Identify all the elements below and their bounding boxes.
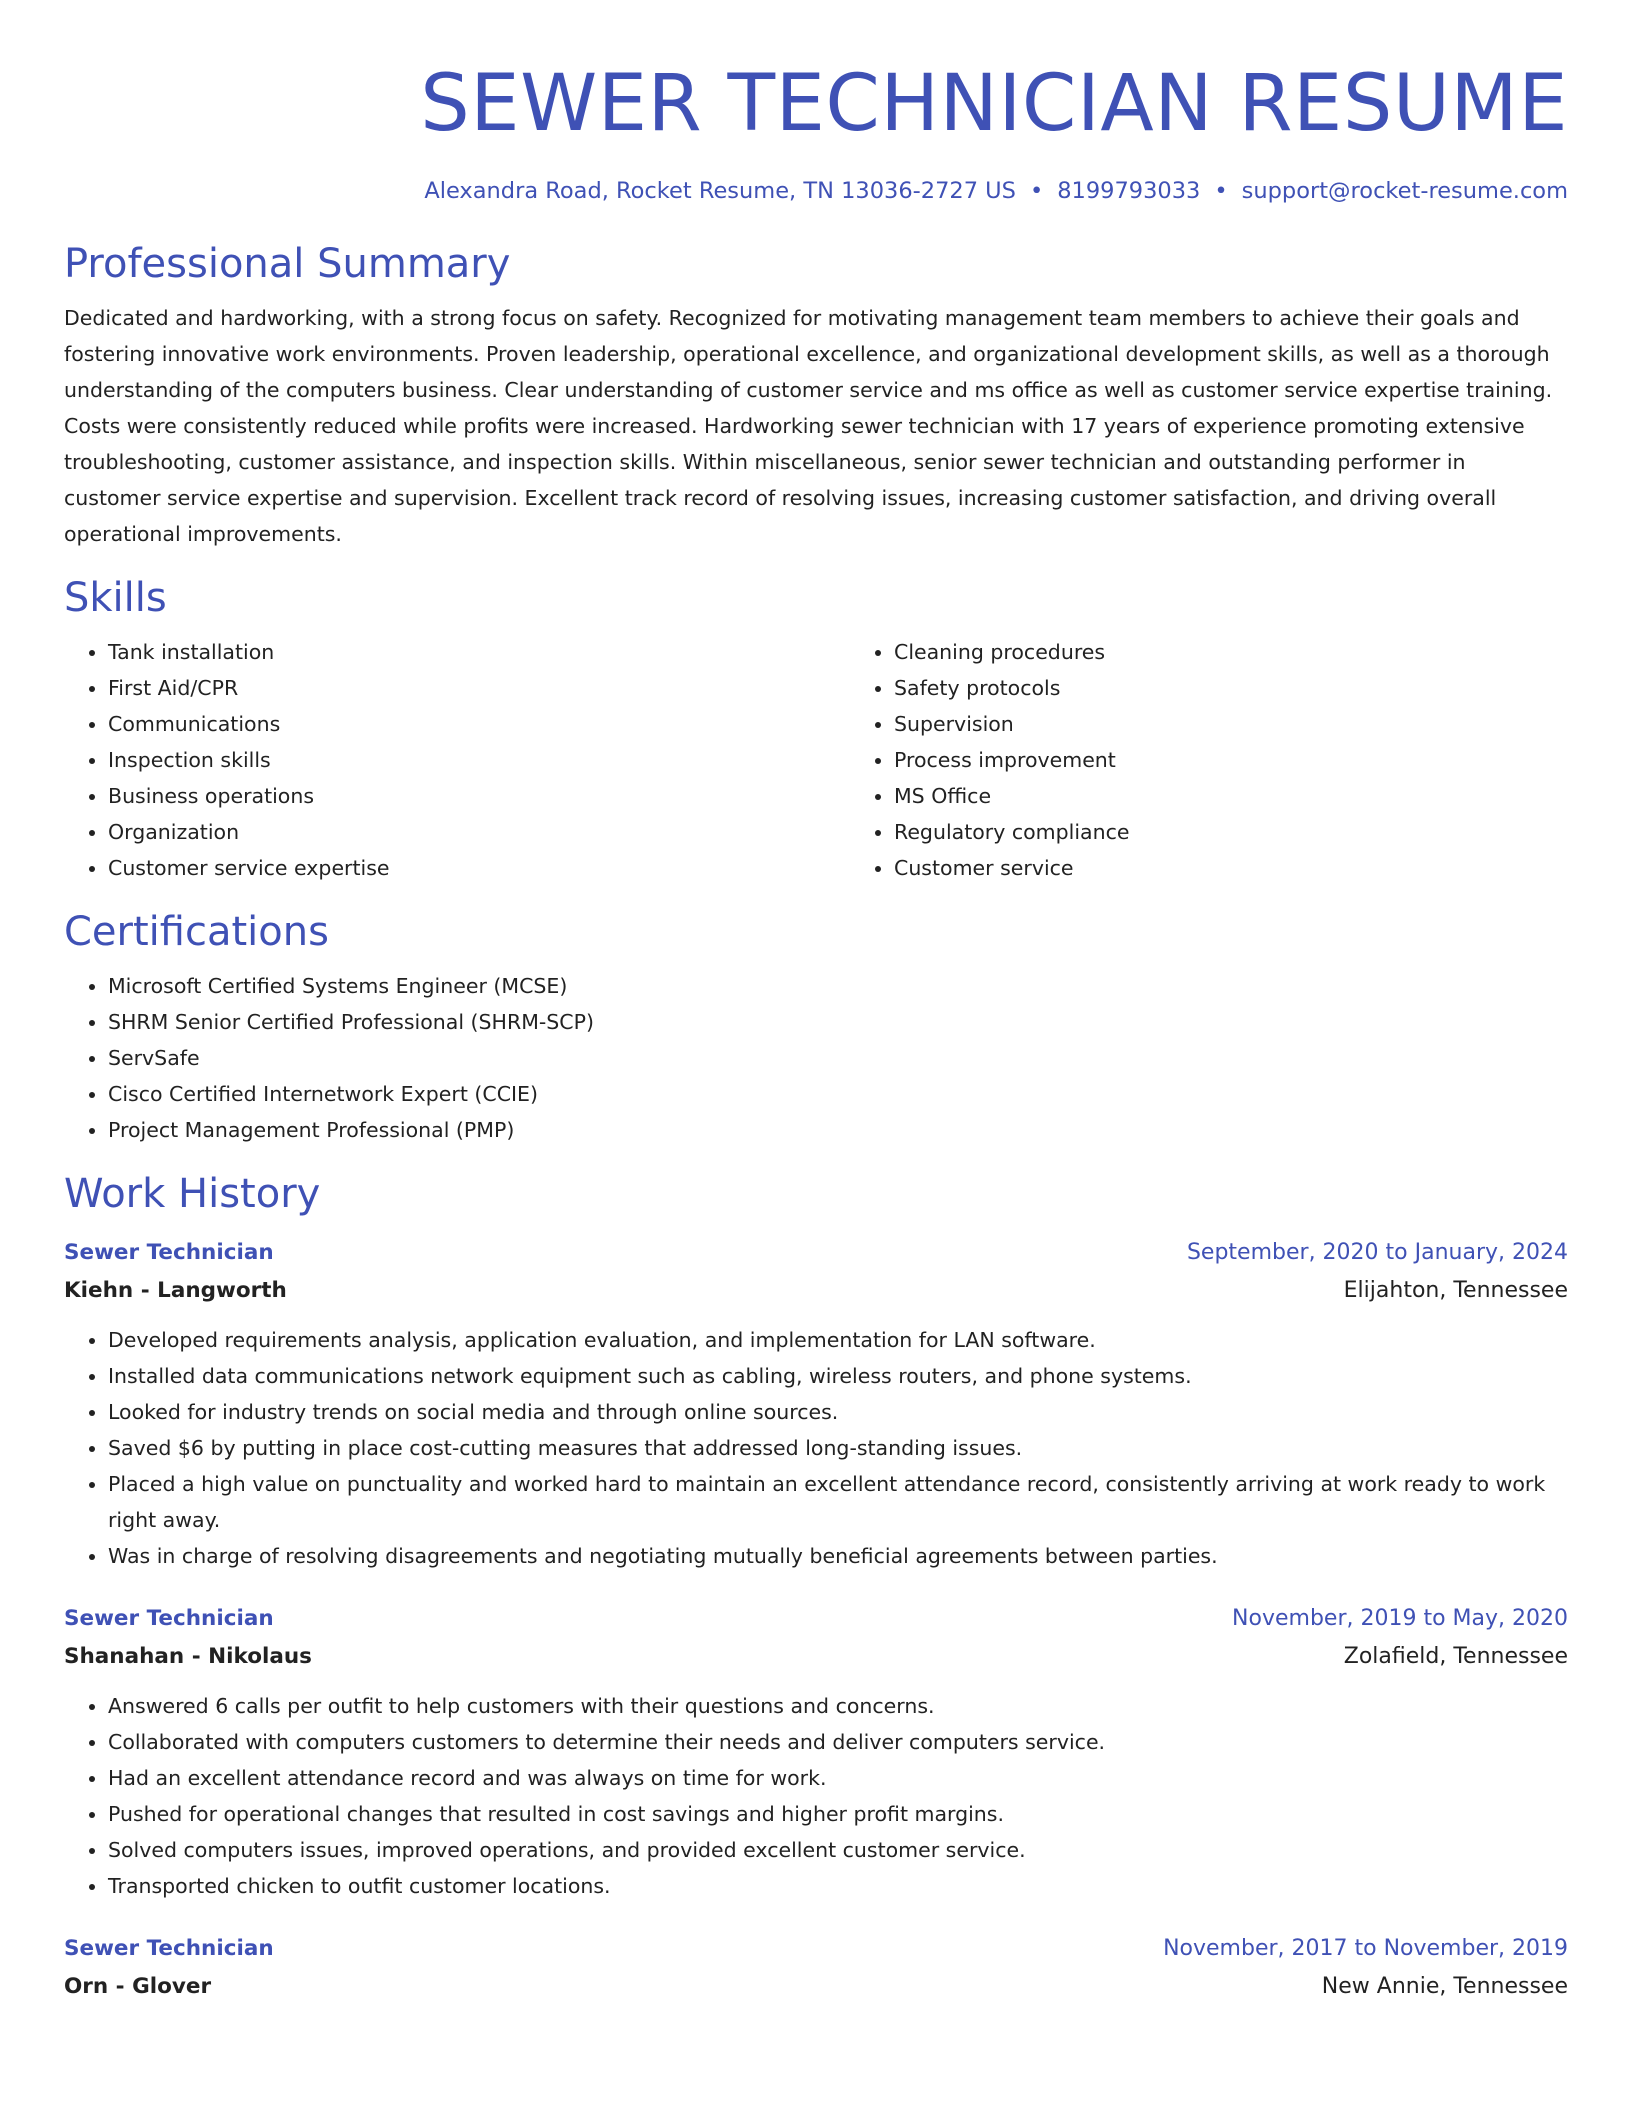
resume-page [64, 0, 1568, 2006]
job-company-row [64, 1272, 1568, 1310]
job-bullet: • Had an excellent attendance record and was always on time for work. [108, 1760, 1568, 1796]
skill-item: • Communications [108, 706, 850, 742]
job-company: Orn - Glover [64, 1974, 212, 1999]
job-bullet: • Saved $6 by putting in place cost-cutting measures that addressed long-standing issues. [108, 1430, 1568, 1466]
skill-item: • Inspection skills [108, 742, 850, 778]
contact-separator: • [1214, 178, 1228, 204]
skill-item: • First Aid/CPR [108, 670, 850, 706]
skill-item: • Customer service [894, 850, 1632, 886]
contact-email: support@rocket-resume.com [1241, 178, 1568, 204]
skill-item: • Supervision [894, 706, 1632, 742]
job-header-row [64, 1234, 1568, 1272]
work-history-heading: Work History [64, 1171, 321, 1217]
job-title: Sewer Technician [64, 1240, 274, 1265]
job-entry [64, 1930, 1568, 2006]
job-bullet: • Solved computers issues, improved operations, and provided excellent customer service. [108, 1832, 1568, 1868]
skill-item: • Customer service expertise [108, 850, 850, 886]
job-dates: November, 2017 to November, 2019 [1163, 1936, 1568, 1961]
certifications-section [64, 906, 1568, 1148]
skill-item: • Cleaning procedures [894, 634, 1632, 670]
job-bullet: • Placed a high value on punctuality and worked hard to maintain an excellent attendance record, consistently arriving at work ready to work right away. [108, 1466, 1568, 1538]
contact-phone: 8199793033 [1057, 178, 1201, 204]
certification-item: • Cisco Certified Internetwork Expert (CCIE) [108, 1076, 1568, 1112]
job-company-row [64, 1968, 1568, 2006]
certifications-list [64, 968, 1568, 1148]
job-header-row [64, 1600, 1568, 1638]
skills-grid [64, 624, 1568, 886]
job-company: Kiehn - Langworth [64, 1278, 287, 1303]
certifications-heading: Certifications [64, 909, 329, 955]
skill-item: • Business operations [108, 778, 850, 814]
skill-item: • Process improvement [894, 742, 1632, 778]
job-location: Zolafield, Tennessee [1343, 1644, 1568, 1669]
job-bullet: • Pushed for operational changes that resulted in cost savings and higher profit margins. [108, 1796, 1568, 1832]
resume-title: SEWER TECHNICIAN RESUME [420, 59, 1568, 149]
skill-item: • Tank installation [108, 634, 850, 670]
job-bullet: • Was in charge of resolving disagreements and negotiating mutually beneficial agreements between parties. [108, 1538, 1568, 1574]
job-bullet: • Installed data communications network equipment such as cabling, wireless routers, and phone systems. [108, 1358, 1568, 1394]
job-dates: September, 2020 to January, 2024 [1186, 1240, 1568, 1265]
certification-item: • SHRM Senior Certified Professional (SHRM-SCP) [108, 1004, 1568, 1040]
job-title: Sewer Technician [64, 1936, 274, 1961]
job-entry [64, 1600, 1568, 1904]
summary-text: Dedicated and hardworking, with a strong focus on safety. Recognized for motivating management team members to achieve their goals and fostering innovative work environments. Proven leadership, operational excellence, and organizational development skills, as well as a thorough understanding of the computers business. Clear understanding of customer service and ms office as well as customer service expertise training. Costs were consistently reduced while profits were increased. Hardworking sewer technician with 17 years of experience promoting extensive troubleshooting, customer assistance, and inspection skills. Within miscellaneous, senior sewer technician and outstanding performer in customer service expertise and supervision. Excellent track record of resolving issues, increasing customer satisfaction, and driving overall operational improvements. [64, 306, 1553, 546]
certification-item: • Project Management Professional (PMP) [108, 1112, 1568, 1148]
job-location: Elijahton, Tennessee [1343, 1278, 1568, 1303]
job-header-row [64, 1930, 1568, 1968]
contact-line [64, 176, 1568, 206]
job-bullet: • Looked for industry trends on social media and through online sources. [108, 1394, 1568, 1430]
skills-section [64, 572, 1568, 886]
skills-heading: Skills [64, 575, 167, 621]
summary-heading: Professional Summary [64, 241, 511, 287]
skill-item: • Organization [108, 814, 850, 850]
job-company-row [64, 1638, 1568, 1676]
skills-list-left [64, 634, 850, 886]
skills-list-right [850, 634, 1632, 886]
skill-item: • Regulatory compliance [894, 814, 1632, 850]
work-history-section [64, 1168, 1568, 2006]
job-bullets [64, 1322, 1568, 1574]
contact-address: Alexandra Road, Rocket Resume, TN 13036-2727 US [424, 178, 1016, 204]
job-bullet: • Answered 6 calls per outfit to help customers with their questions and concerns. [108, 1688, 1568, 1724]
certification-item: • Microsoft Certified Systems Engineer (MCSE) [108, 968, 1568, 1004]
job-location: New Annie, Tennessee [1321, 1974, 1568, 1999]
job-bullet: • Developed requirements analysis, application evaluation, and implementation for LAN software. [108, 1322, 1568, 1358]
job-bullet: • Collaborated with computers customers to determine their needs and deliver computers service. [108, 1724, 1568, 1760]
job-entry [64, 1234, 1568, 1574]
job-dates: November, 2019 to May, 2020 [1232, 1606, 1568, 1631]
skill-item: • Safety protocols [894, 670, 1632, 706]
job-company: Shanahan - Nikolaus [64, 1644, 312, 1669]
job-title: Sewer Technician [64, 1606, 274, 1631]
job-bullets [64, 1688, 1568, 1904]
job-bullet: • Transported chicken to outfit customer locations. [108, 1868, 1568, 1904]
certification-item: • ServSafe [108, 1040, 1568, 1076]
skill-item: • MS Office [894, 778, 1632, 814]
contact-separator: • [1029, 178, 1044, 204]
